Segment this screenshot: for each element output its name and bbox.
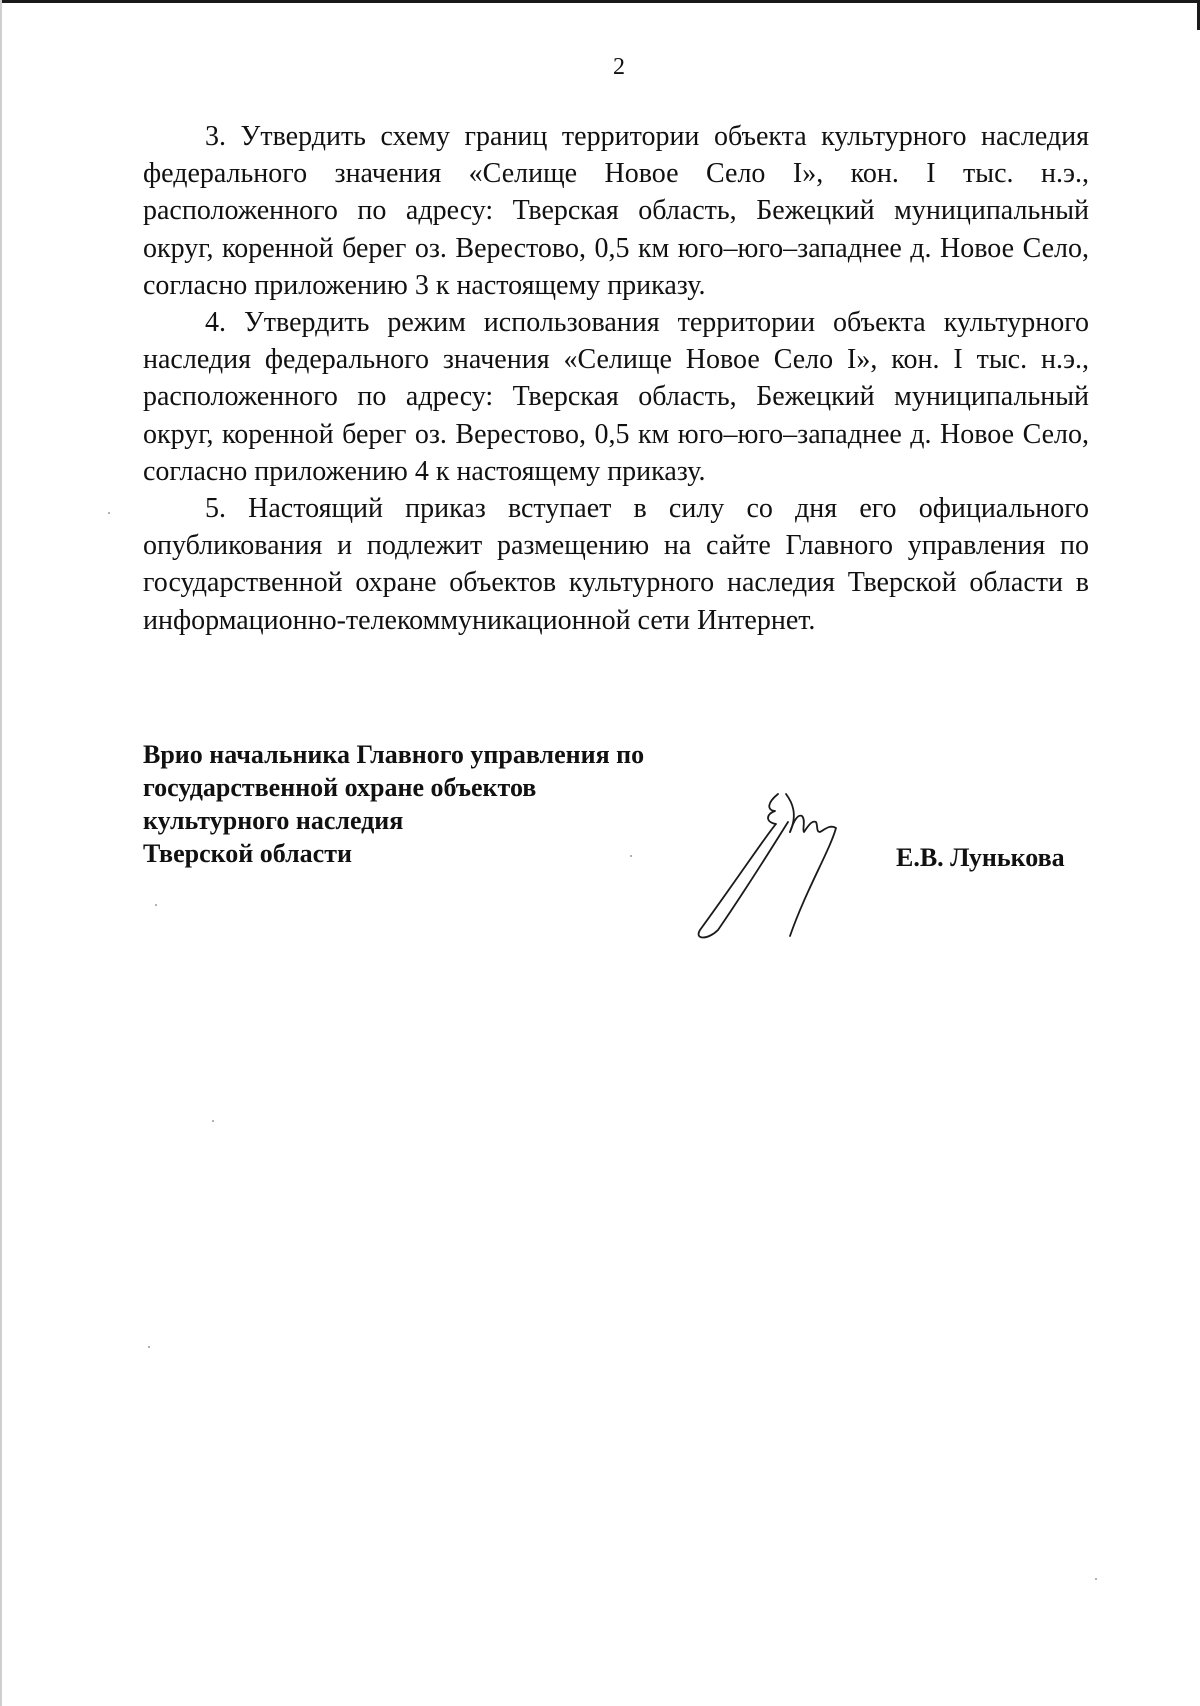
scan-speck (148, 1346, 150, 1348)
page-number: 2 (613, 54, 625, 80)
document-body (143, 118, 1089, 639)
paragraph-item-5: 5. Настоящий приказ вступает в силу со дня его официального опубликования и подлежит размещению на сайте Главного управления по государственной охране объектов культурного наследия Тверской области в информационно-телекоммуникационной сети Интернет. (143, 493, 1089, 636)
signatory-position-line: Тверской области (143, 839, 352, 868)
scan-speck (630, 855, 632, 857)
signatory-position-line: Врио начальника Главного управления по (143, 740, 645, 769)
scan-speck (1095, 1578, 1097, 1580)
scan-border-top (0, 0, 1200, 3)
paragraph-item-3: 3. Утвердить схему границ территории объекта культурного наследия федерального значения «Селище Новое Село I», кон. I тыс. н.э., расположенного по адресу: Тверская область, Бежецкий муниципальный округ, коренной берег оз. Верестово, 0,5 км юго–юго–западнее д. Новое Село, согласно приложению 3 к настоящему приказу. (143, 121, 1089, 301)
signatory-position-line: государственной охране объектов (143, 773, 537, 802)
scan-border-left (0, 0, 2, 1706)
signatory-name: Е.В. Лунькова (896, 843, 1065, 872)
scan-speck (155, 904, 157, 906)
handwritten-signature (680, 780, 890, 940)
signatory-position-line: культурного наследия (143, 806, 404, 835)
paragraph-item-4: 4. Утвердить режим использования территории объекта культурного наследия федерального значения «Селище Новое Село I», кон. I тыс. н.э., расположенного по адресу: Тверская область, Бежецкий муниципальный округ, коренной берег оз. Верестово, 0,5 км юго–юго–западнее д. Новое Село, согласно приложению 4 к настоящему приказу. (143, 307, 1089, 487)
scan-speck (212, 1120, 214, 1122)
scan-speck (108, 512, 110, 514)
signatory-position (143, 738, 644, 870)
